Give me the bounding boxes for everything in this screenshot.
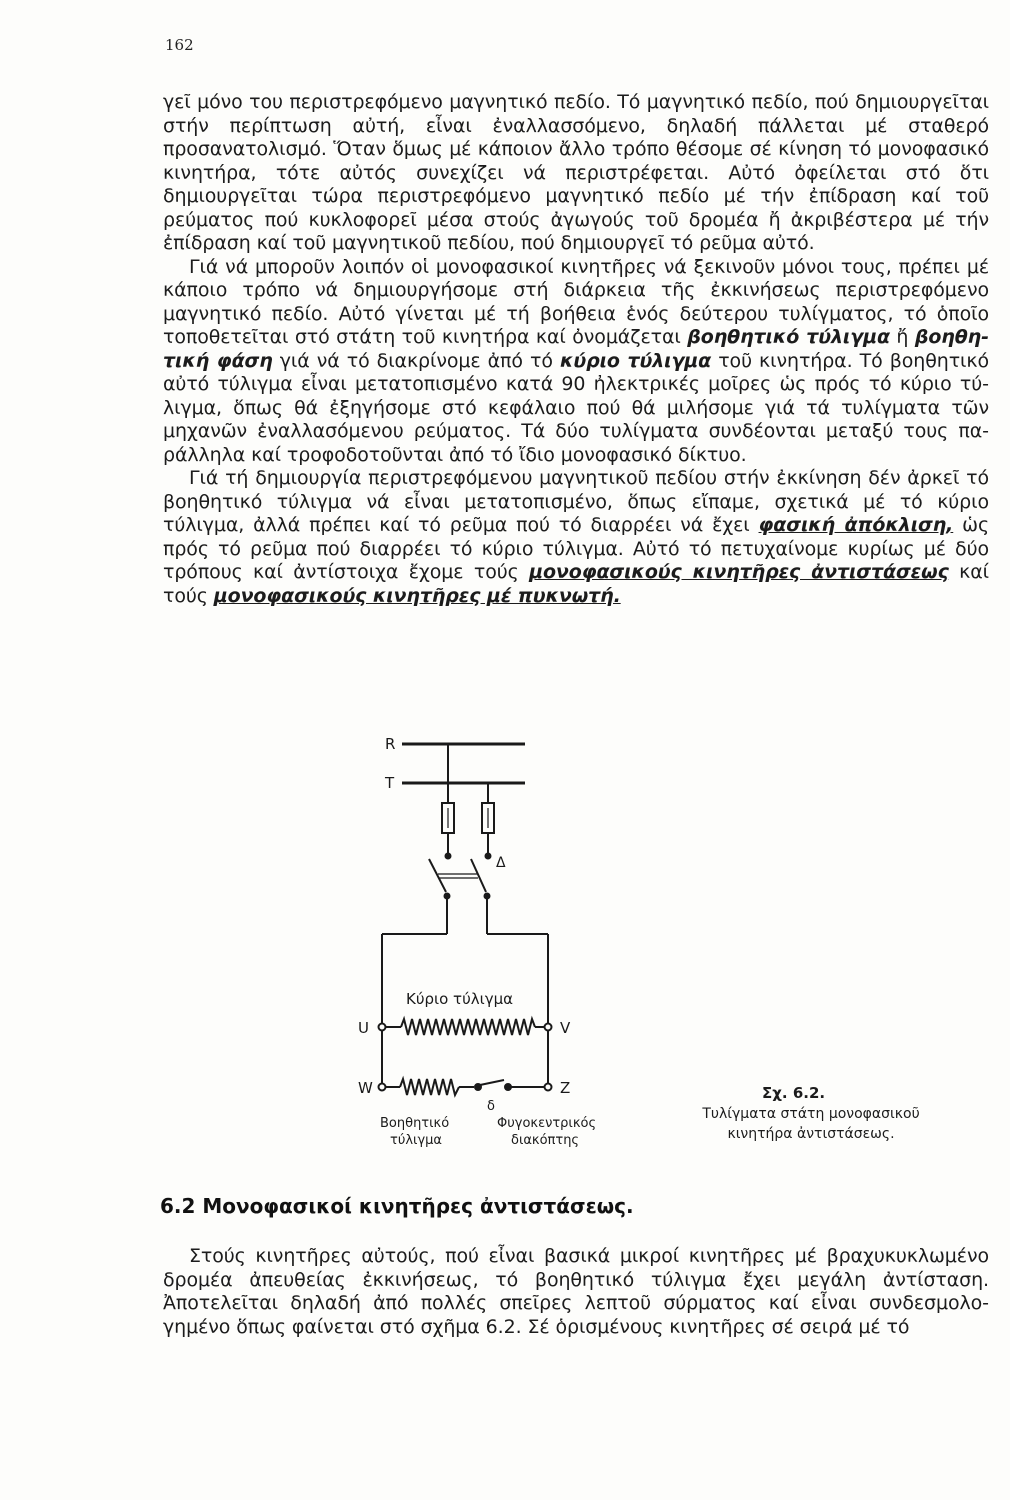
emphasis-term: μονοφασικούς κινητῆρες μέ πυκνωτή. [213, 584, 621, 607]
terminal-v [545, 1024, 552, 1031]
text-run: Γιά νά μποροῦν λοιπόν οἱ μονοφασικοί κινητῆρες νά ξεκινοῦν μόνοι τους, πρέπει μέ κάποιο τρόπο νά δημιουργήσομε στή διάρκεια τῆς ἐκκινήσεως περιστρεφόμενο μαγνητικό πεδίο. Αὐτό γίνεται μέ τή βοήθεια ἑνός δεύτερου τυλίγματος, τό ὁποῖο τοποθετεῖται στό στάτη τοῦ κινητήρα καί ὀνομάζεται [163, 255, 989, 348]
body-text-bottom [163, 1245, 989, 1339]
emphasis-term: βοηθητικό τύλιγμα [687, 326, 890, 348]
label-delta-small: δ [487, 1099, 495, 1114]
label-t: T [385, 774, 395, 792]
emphasis-term: φασική ἀπόκλιση, [758, 514, 954, 536]
emphasis-term: κύριο τύλιγμα [559, 349, 712, 372]
centrifugal-switch-blade [480, 1080, 504, 1085]
terminal-z [545, 1084, 552, 1091]
label-centrifugal-2: διακόπτης [511, 1133, 580, 1148]
label-w: W [358, 1079, 373, 1097]
page-number: 162 [165, 36, 194, 54]
figure-caption-text: Τυλίγματα στάτη μονοφασικοῦ κινητήρα ἀντιστάσεως. [702, 1106, 920, 1142]
section-heading: 6.2 Μονοφασικοί κινητῆρες ἀντιστάσεως. [160, 1194, 634, 1218]
emphasis-term: μονοφασικούς κινητῆρες ἀντιστάσεως [529, 561, 949, 583]
label-centrifugal-1: Φυγοκεντρικός [497, 1116, 597, 1131]
label-z: Z [560, 1079, 571, 1097]
text-run: γεῖ μόνο του περιστρεφόμενο μαγνητικό πεδίο. Τό μαγνητικό πεδίο, πού δημιουργεῖται στήν περίπτωση αὐτή, εἶναι ἐναλλασσόμενο, δηλαδή πάλλεται μέ σταθερό προσανατολισμό. Ὅταν ὅμως μέ κάποιον ἄλλο τρόπο θέσομε σέ κίνηση τό μονοφασικό κινητήρα, τότε αὐτός συνεχίζει νά περιστρέφεται. Αὐτό ὀφείλεται στό ὅτι δημιουργεῖται τώρα περιστρεφόμενο μαγνητικό πεδίο μέ τήν ἐπίδραση καί τοῦ ρεύματος πού κυκλοφορεῖ μέσα στούς ἀγωγούς τοῦ δρομέα ἤ ἀκριβέστερα μέ τήν ἐπίδραση καί τοῦ μαγνητικοῦ πεδίου, πού δημιουργεῖ τό ρεῦμα αὐτό. [163, 91, 989, 254]
label-v: V [560, 1019, 571, 1037]
text-run: τοῦ κινητήρα. Τό βοηθητικό αὐτό τύλιγμα εἶναι μετατοπισμένο κατά 90 ἠλεκτρικές μοῖρες ὡς πρός τό κύριο τύλιγμα, ὅπως θά ἐξηγήσομε στό κεφάλαιο πού θά μιλήσομε γιά τά τυλίγματα τῶν μηχανῶν ἐναλλασόμενου ρεύματος. Τά δύο τυλίγματα συνδέονται μεταξύ τους παράλληλα καί τροφοδοτοῦνται ἀπό τό ἴδιο μονοφασικό δίκτυο. [163, 349, 989, 466]
terminal-u [379, 1024, 386, 1031]
figure-caption-title: Σχ. 6.2. [762, 1084, 826, 1102]
label-delta-switch: Δ [496, 855, 506, 871]
label-main-winding: Κύριο τύλιγμα [406, 990, 514, 1008]
label-r: R [385, 735, 396, 753]
switch-blade-right [471, 859, 486, 892]
text-run: Γιά τή δημιουργία περιστρεφόμενου μαγνητικοῦ πεδίου στήν ἐκκίνηση δέν ἀρκεῖ τό βοηθητικό τύλιγμα νά εἶναι μετατοπισμένο, ὅπως εἴπαμε, σχετικά μέ τό κύριο τύλιγμα, ἀλλά πρέπει καί τό ρεῦμα πού τό διαρρέει νά ἔχει [163, 467, 989, 536]
terminal-w [379, 1084, 386, 1091]
text-run: καί τούς [163, 561, 990, 607]
main-winding-coil [401, 1019, 535, 1035]
label-u: U [358, 1019, 369, 1037]
text-run: Στούς κινητῆρες αὐτούς, πού εἶναι βασικά μικροί κινητῆρες μέ βραχυκυκλωμένο δρομέα ἀπευθείας ἐκκινήσεως, τό βοηθητικό τύλιγμα ἔχει μεγάλη ἀντίσταση. Ἀποτελεῖται δηλαδή ἀπό πολλές σπεῖρες λεπτοῦ σύρματος καί εἶναι συνδεσμολογημένο ὅπως φαίνεται στό σχῆμα 6.2. Σέ ὁρισμένους κινητῆρες σέ σειρά μέ τό [163, 1245, 989, 1338]
emphasis-term: βοηθητική φάση [163, 326, 989, 372]
aux-winding-coil [400, 1079, 459, 1095]
text-run: ὡς πρός τό ρεῦμα πού διαρρέει τό κύριο τύλιγμα. Αὐτό τό πετυχαίνομε κυρίως μέ δύο τρόπους καί ἀντίστοιχα ἔχομε τούς [163, 514, 989, 583]
paragraph [163, 1245, 989, 1339]
label-aux-winding-2: τύλιγμα [390, 1133, 442, 1148]
label-aux-winding-1: Βοηθητικό [380, 1116, 450, 1131]
text-run: ἤ [889, 326, 915, 348]
text-run: γιά νά τό διακρίνομε ἀπό τό [272, 349, 560, 372]
switch-blade-left [429, 859, 446, 892]
